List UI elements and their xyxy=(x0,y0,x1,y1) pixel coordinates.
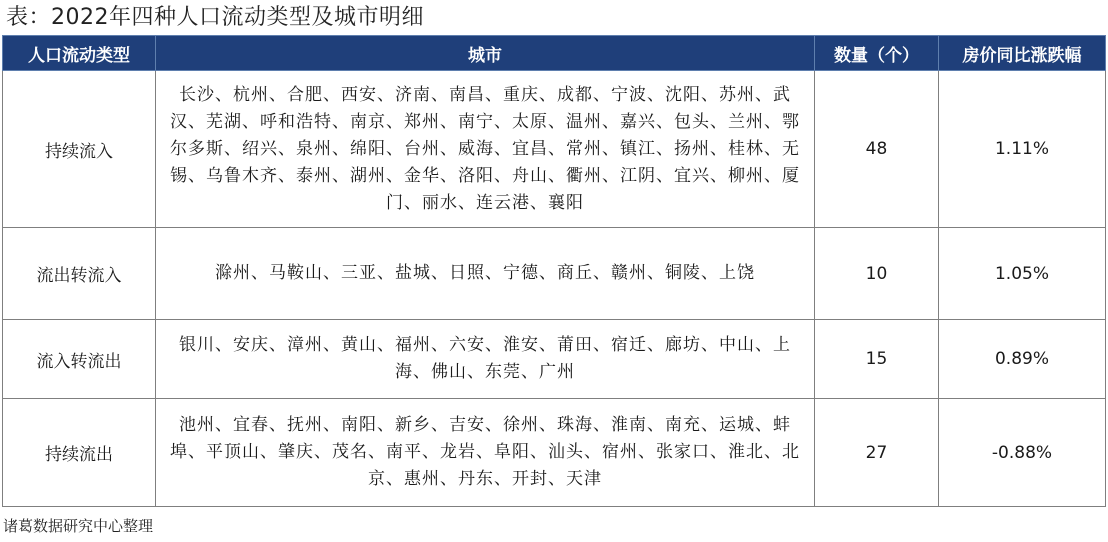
cell-type: 持续流入 xyxy=(3,71,156,228)
cell-cities: 银川、安庆、漳州、黄山、福州、六安、淮安、莆田、宿迁、廊坊、中山、上海、佛山、东莞、广州 xyxy=(156,320,815,399)
page-title: 表：2022年四种人口流动类型及城市明细 xyxy=(6,5,424,30)
cell-count: 27 xyxy=(815,399,939,507)
cell-cities: 池州、宜春、抚州、南阳、新乡、吉安、徐州、珠海、淮南、南充、运城、蚌埠、平顶山、肇庆、茂名、南平、龙岩、阜阳、汕头、宿州、张家口、淮北、北京、惠州、丹东、开封、天津 xyxy=(156,399,815,507)
source-note: 诸葛数据研究中心整理 xyxy=(3,517,154,535)
table-row xyxy=(3,228,1106,320)
cell-count: 10 xyxy=(815,228,939,320)
table-header-row xyxy=(3,36,1106,71)
cell-type: 流出转流入 xyxy=(3,228,156,320)
header-count: 数量（个） xyxy=(815,36,939,71)
cell-cities: 长沙、杭州、合肥、西安、济南、南昌、重庆、成都、宁波、沈阳、苏州、武汉、芜湖、呼和浩特、南京、郑州、南宁、太原、温州、嘉兴、包头、兰州、鄂尔多斯、绍兴、泉州、绵阳、台州、威海、宜昌、常州、镇江、扬州、桂林、无锡、乌鲁木齐、泰州、湖州、金华、洛阳、舟山、衢州、江阴、宜兴、柳州、厦门、丽水、连云港、襄阳 xyxy=(156,71,815,228)
table-row xyxy=(3,320,1106,399)
data-table xyxy=(2,35,1106,507)
cell-price-change: 1.11% xyxy=(939,71,1106,228)
cell-count: 15 xyxy=(815,320,939,399)
cell-type: 持续流出 xyxy=(3,399,156,507)
cell-type: 流入转流出 xyxy=(3,320,156,399)
cell-price-change: 1.05% xyxy=(939,228,1106,320)
cell-price-change: -0.88% xyxy=(939,399,1106,507)
table-row xyxy=(3,399,1106,507)
cell-count: 48 xyxy=(815,71,939,228)
header-cities: 城市 xyxy=(156,36,815,71)
cell-price-change: 0.89% xyxy=(939,320,1106,399)
header-type: 人口流动类型 xyxy=(3,36,156,71)
table-row xyxy=(3,71,1106,228)
header-price-change: 房价同比涨跌幅 xyxy=(939,36,1106,71)
cell-cities: 滁州、马鞍山、三亚、盐城、日照、宁德、商丘、赣州、铜陵、上饶 xyxy=(156,228,815,320)
